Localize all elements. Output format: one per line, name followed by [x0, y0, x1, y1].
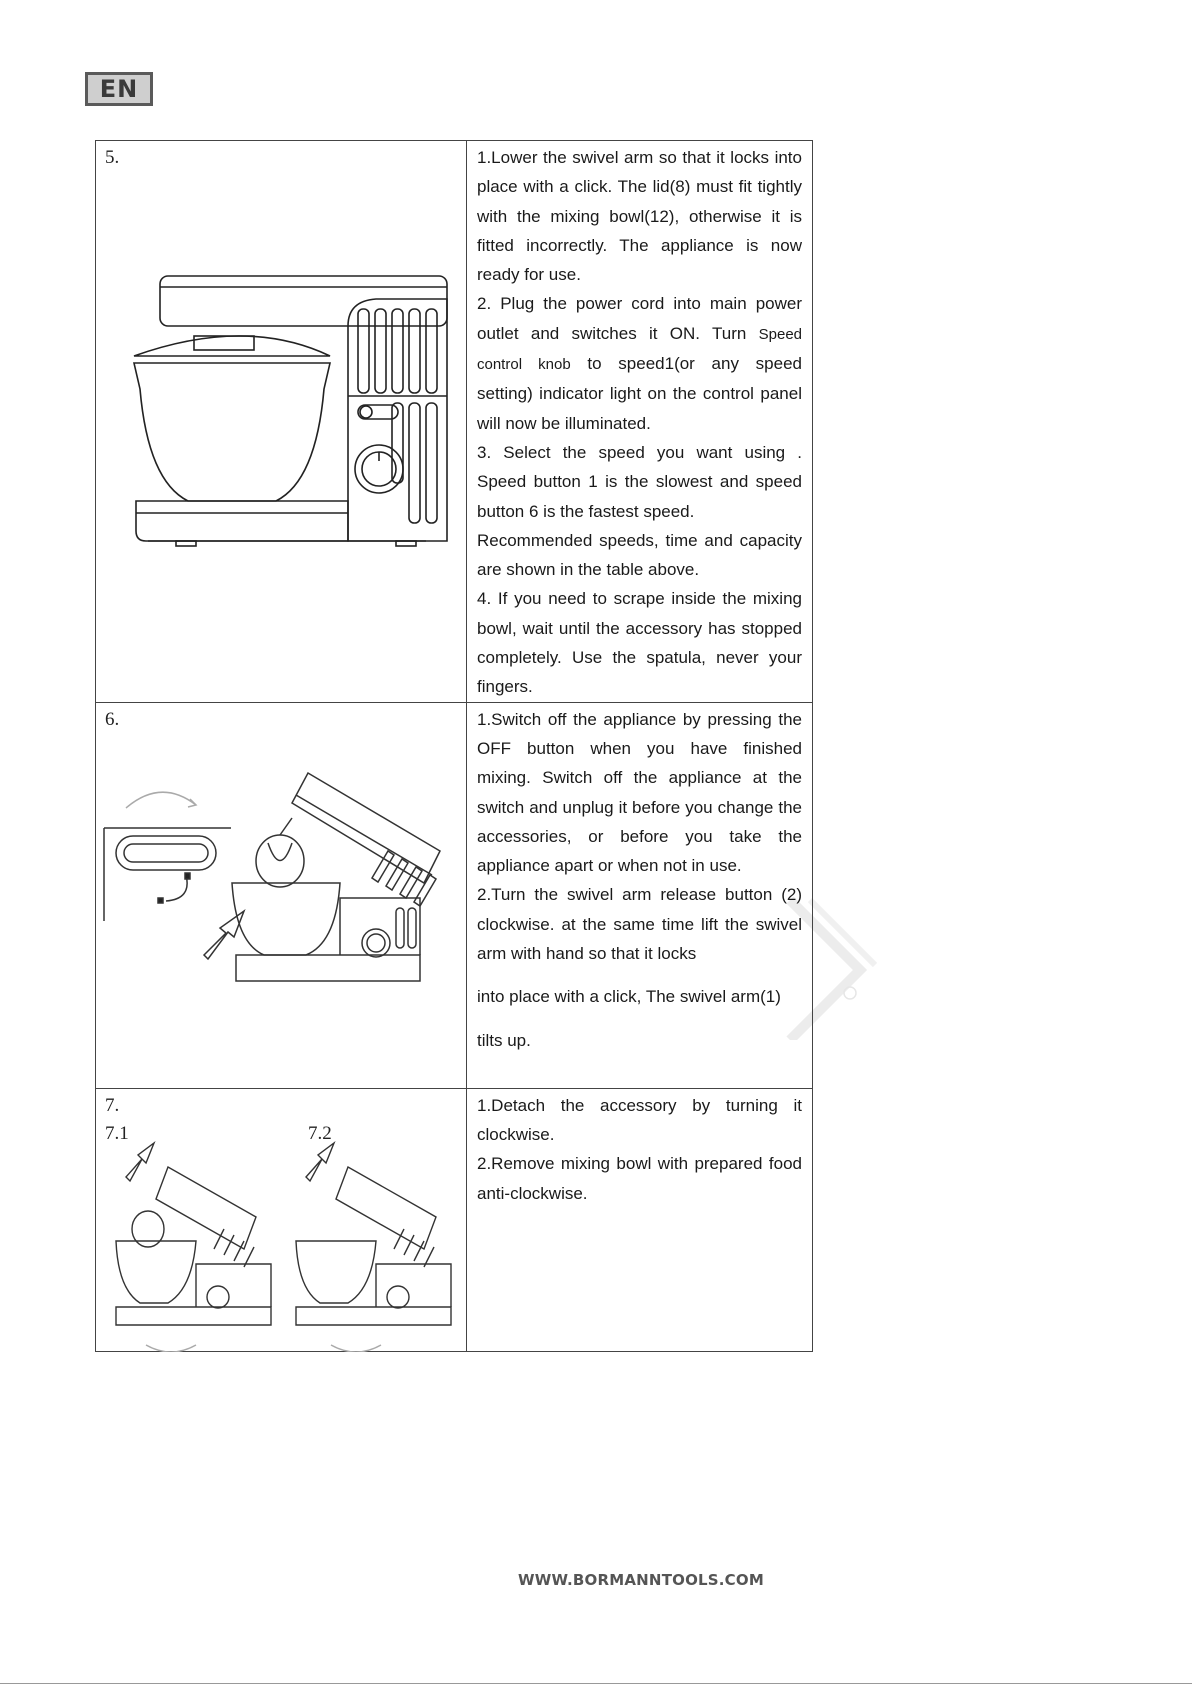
- footer-website-url: WWW.BORMANNTOOLS.COM: [518, 1571, 764, 1589]
- step-6-text-cell: [467, 702, 813, 1088]
- instruction-table: [95, 140, 813, 1352]
- step-5-paragraph-3: 3. Select the speed you want using . Speed button 1 is the slowest and speed button 6 is the fastest speed.: [477, 442, 802, 521]
- step-5-illustration-cell: [96, 141, 467, 703]
- step-5-p2-lead: 2. Plug the power cord into main power outlet and switches it ON. Turn: [477, 294, 802, 343]
- step-5-p2-rest: to speed1(or any speed setting) indicator light on the control panel will now be illuminated.: [477, 354, 802, 433]
- step-row-7: [96, 1088, 813, 1351]
- mixer-tilted-head-illustration: [96, 703, 466, 1089]
- step-5-paragraph-4: Recommended speeds, time and capacity are shown in the table above.: [477, 530, 802, 580]
- detach-accessory-illustrations: [96, 1089, 466, 1352]
- step-5-paragraph-1: 1.Lower the swivel arm so that it locks into place with a click. The lid(8) must fit tightly with the mixing bowl(12), otherwise it is fitted incorrectly. The appliance is now ready for use.: [477, 148, 802, 285]
- step-6-paragraph-3: into place with a click, The swivel arm(1): [477, 987, 781, 1007]
- step-number: 7.: [105, 1094, 120, 1116]
- step-row-6: [96, 702, 813, 1088]
- step-7-illustration-cell: [96, 1088, 467, 1351]
- step-6-paragraph-2: 2.Turn the swivel arm release button (2) clockwise. at the same time lift the swivel arm with hand so that it locks: [477, 885, 802, 964]
- step-number: 5.: [105, 147, 120, 168]
- sub-step-7-1-label: 7.1: [105, 1122, 129, 1144]
- step-5-paragraph-5: 4. If you need to scrape inside the mixing bowl, wait until the accessory has stopped completely. Use the spatula, never your fingers.: [477, 589, 802, 697]
- language-badge: EN: [85, 72, 153, 106]
- step-row-5: [96, 141, 813, 703]
- step-5-text-cell: [467, 141, 813, 703]
- step-7-paragraph-1: 1.Detach the accessory by turning it clockwise.: [477, 1095, 802, 1144]
- stand-mixer-front-illustration: [96, 141, 466, 694]
- step-7-text-cell: [467, 1088, 813, 1351]
- step-number: 6.: [105, 708, 120, 730]
- step-6-illustration-cell: [96, 702, 467, 1088]
- step-7-paragraph-2: 2.Remove mixing bowl with prepared food anti-clockwise.: [477, 1154, 802, 1203]
- step-6-paragraph-4: tilts up.: [477, 1030, 531, 1050]
- page-bottom-rule: [0, 1683, 1192, 1684]
- speed-control-knob-label: Speed control knob: [477, 325, 802, 374]
- step-6-paragraph-1: 1.Switch off the appliance by pressing the OFF button when you have finished mixing. Switch off the appliance at the switch and unplug it before you change the accessories, or before you take the appliance apart or when not in use.: [477, 709, 802, 876]
- sub-step-7-2-label: 7.2: [308, 1122, 332, 1144]
- step-5-paragraph-2: [477, 289, 802, 437]
